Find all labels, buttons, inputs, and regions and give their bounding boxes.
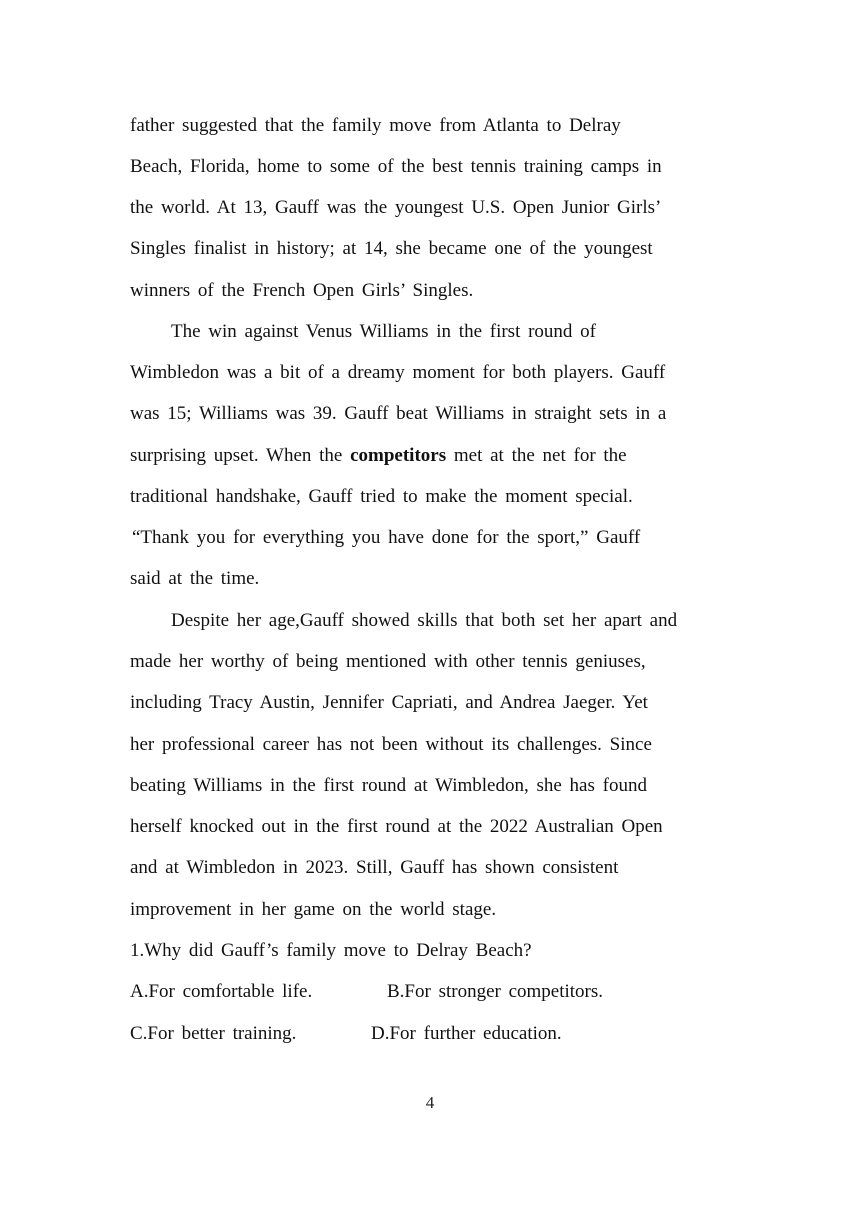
paragraph-3-line-1: Despite her age,Gauff showed skills that both set her apart and bbox=[171, 610, 678, 631]
option-a: A.For comfortable life. bbox=[130, 981, 313, 1002]
paragraph-2-line-5: traditional handshake, Gauff tried to make the moment special. bbox=[130, 486, 633, 507]
paragraph-2-line-3: was 15; Williams was 39. Gauff beat Williams in straight sets in a bbox=[130, 403, 667, 424]
paragraph-3-line-8: improvement in her game on the world stage. bbox=[130, 899, 497, 920]
paragraph-2-line-4-start: surprising upset. When the bbox=[130, 445, 343, 466]
option-d: D.For further education. bbox=[371, 1023, 562, 1044]
page-number: 4 bbox=[425, 1093, 435, 1112]
paragraph-1-line-3: the world. At 13, Gauff was the youngest U.S. Open Junior Girls’ bbox=[130, 197, 662, 218]
paragraph-3-line-5: beating Williams in the first round at Wimbledon, she has found bbox=[130, 775, 647, 796]
paragraph-2-line-1: The win against Venus Williams in the first round of bbox=[171, 321, 597, 342]
paragraph-3-line-4: her professional career has not been without its challenges. Since bbox=[130, 734, 652, 755]
paragraph-1-line-5: winners of the French Open Girls’ Singles. bbox=[130, 280, 474, 301]
question-stem: 1.Why did Gauff’s family move to Delray Beach? bbox=[130, 940, 532, 961]
paragraph-2-line-4 bbox=[130, 444, 627, 468]
option-b: B.For stronger competitors. bbox=[387, 981, 604, 1002]
paragraph-2-line-6: “Thank you for everything you have done for the sport,” Gauff bbox=[132, 527, 641, 548]
paragraph-2-line-2: Wimbledon was a bit of a dreamy moment for both players. Gauff bbox=[130, 362, 666, 383]
paragraph-3-line-7: and at Wimbledon in 2023. Still, Gauff has shown consistent bbox=[130, 857, 619, 878]
paragraph-1-line-4: Singles finalist in history; at 14, she became one of the youngest bbox=[130, 238, 653, 259]
paragraph-3-line-2: made her worthy of being mentioned with other tennis geniuses, bbox=[130, 651, 646, 672]
option-c: C.For better training. bbox=[130, 1023, 297, 1044]
paragraph-1-line-2: Beach, Florida, home to some of the best tennis training camps in bbox=[130, 156, 662, 177]
paragraph-3-line-6: herself knocked out in the first round at the 2022 Australian Open bbox=[130, 816, 663, 837]
paragraph-1-line-1: father suggested that the family move from Atlanta to Delray bbox=[130, 115, 621, 136]
paragraph-2-line-4-end: met at the net for the bbox=[453, 445, 627, 466]
highlighted-word-competitors: competitors bbox=[350, 445, 447, 466]
paragraph-2-line-7: said at the time. bbox=[130, 568, 260, 589]
paragraph-3-line-3: including Tracy Austin, Jennifer Capriati, and Andrea Jaeger. Yet bbox=[130, 692, 648, 713]
